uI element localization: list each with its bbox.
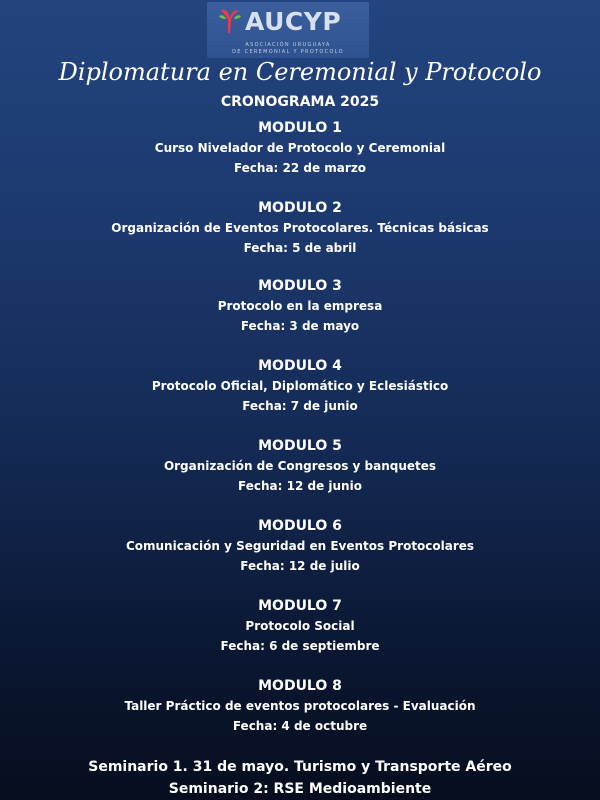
module-heading: MODULO 5 — [258, 438, 342, 454]
logo-name: AUCYP — [245, 7, 342, 36]
module-1 — [0, 118, 600, 178]
figure-icon — [217, 6, 243, 36]
module-heading: MODULO 2 — [258, 200, 342, 216]
module-heading: MODULO 3 — [258, 278, 342, 294]
module-6 — [0, 516, 600, 576]
module-name: Protocolo Oficial, Diplomático y Eclesiástico — [151, 379, 449, 393]
module-date: Fecha: 12 de julio — [240, 559, 360, 573]
module-date: Fecha: 12 de junio — [238, 479, 362, 493]
module-5 — [0, 436, 600, 496]
module-date: Fecha: 3 de mayo — [240, 319, 360, 333]
seminar-2: Seminario 2: RSE Medioambiente — [168, 781, 432, 797]
module-name: Protocolo Social — [245, 619, 355, 633]
logo-subtitle-line1: ASOCIACIÓN URUGUAYA — [245, 42, 331, 48]
module-name: Comunicación y Seguridad en Eventos Protocolares — [125, 539, 475, 553]
schedule-subtitle: CRONOGRAMA 2025 — [220, 94, 380, 110]
aucyp-logo — [207, 2, 369, 58]
module-name: Taller Práctico de eventos protocolares - Evaluación — [124, 699, 476, 713]
module-heading: MODULO 4 — [258, 358, 342, 374]
module-3 — [0, 276, 600, 336]
module-date: Fecha: 4 de octubre — [232, 719, 368, 733]
module-date: Fecha: 7 de junio — [242, 399, 358, 413]
seminar-1: Seminario 1. 31 de mayo. Turismo y Transporte Aéreo — [88, 759, 512, 775]
page-title: Diplomatura en Ceremonial y Protocolo — [58, 58, 542, 86]
module-7 — [0, 596, 600, 656]
module-heading: MODULO 8 — [258, 678, 342, 694]
module-name: Organización de Eventos Protocolares. Técnicas básicas — [111, 221, 489, 235]
module-heading: MODULO 6 — [258, 518, 342, 534]
module-8 — [0, 676, 600, 736]
module-name: Organización de Congresos y banquetes — [163, 459, 437, 473]
module-heading: MODULO 7 — [258, 598, 342, 614]
module-date: Fecha: 22 de marzo — [233, 161, 367, 175]
module-4 — [0, 356, 600, 416]
logo-subtitle-line2: DE CEREMONIAL Y PROTOCOLO — [232, 49, 344, 55]
module-name: Curso Nivelador de Protocolo y Ceremonial — [154, 141, 446, 155]
module-heading: MODULO 1 — [258, 120, 342, 136]
module-2 — [0, 198, 600, 258]
module-date: Fecha: 5 de abril — [243, 241, 357, 255]
module-date: Fecha: 6 de septiembre — [220, 639, 380, 653]
module-name: Protocolo en la empresa — [217, 299, 383, 313]
